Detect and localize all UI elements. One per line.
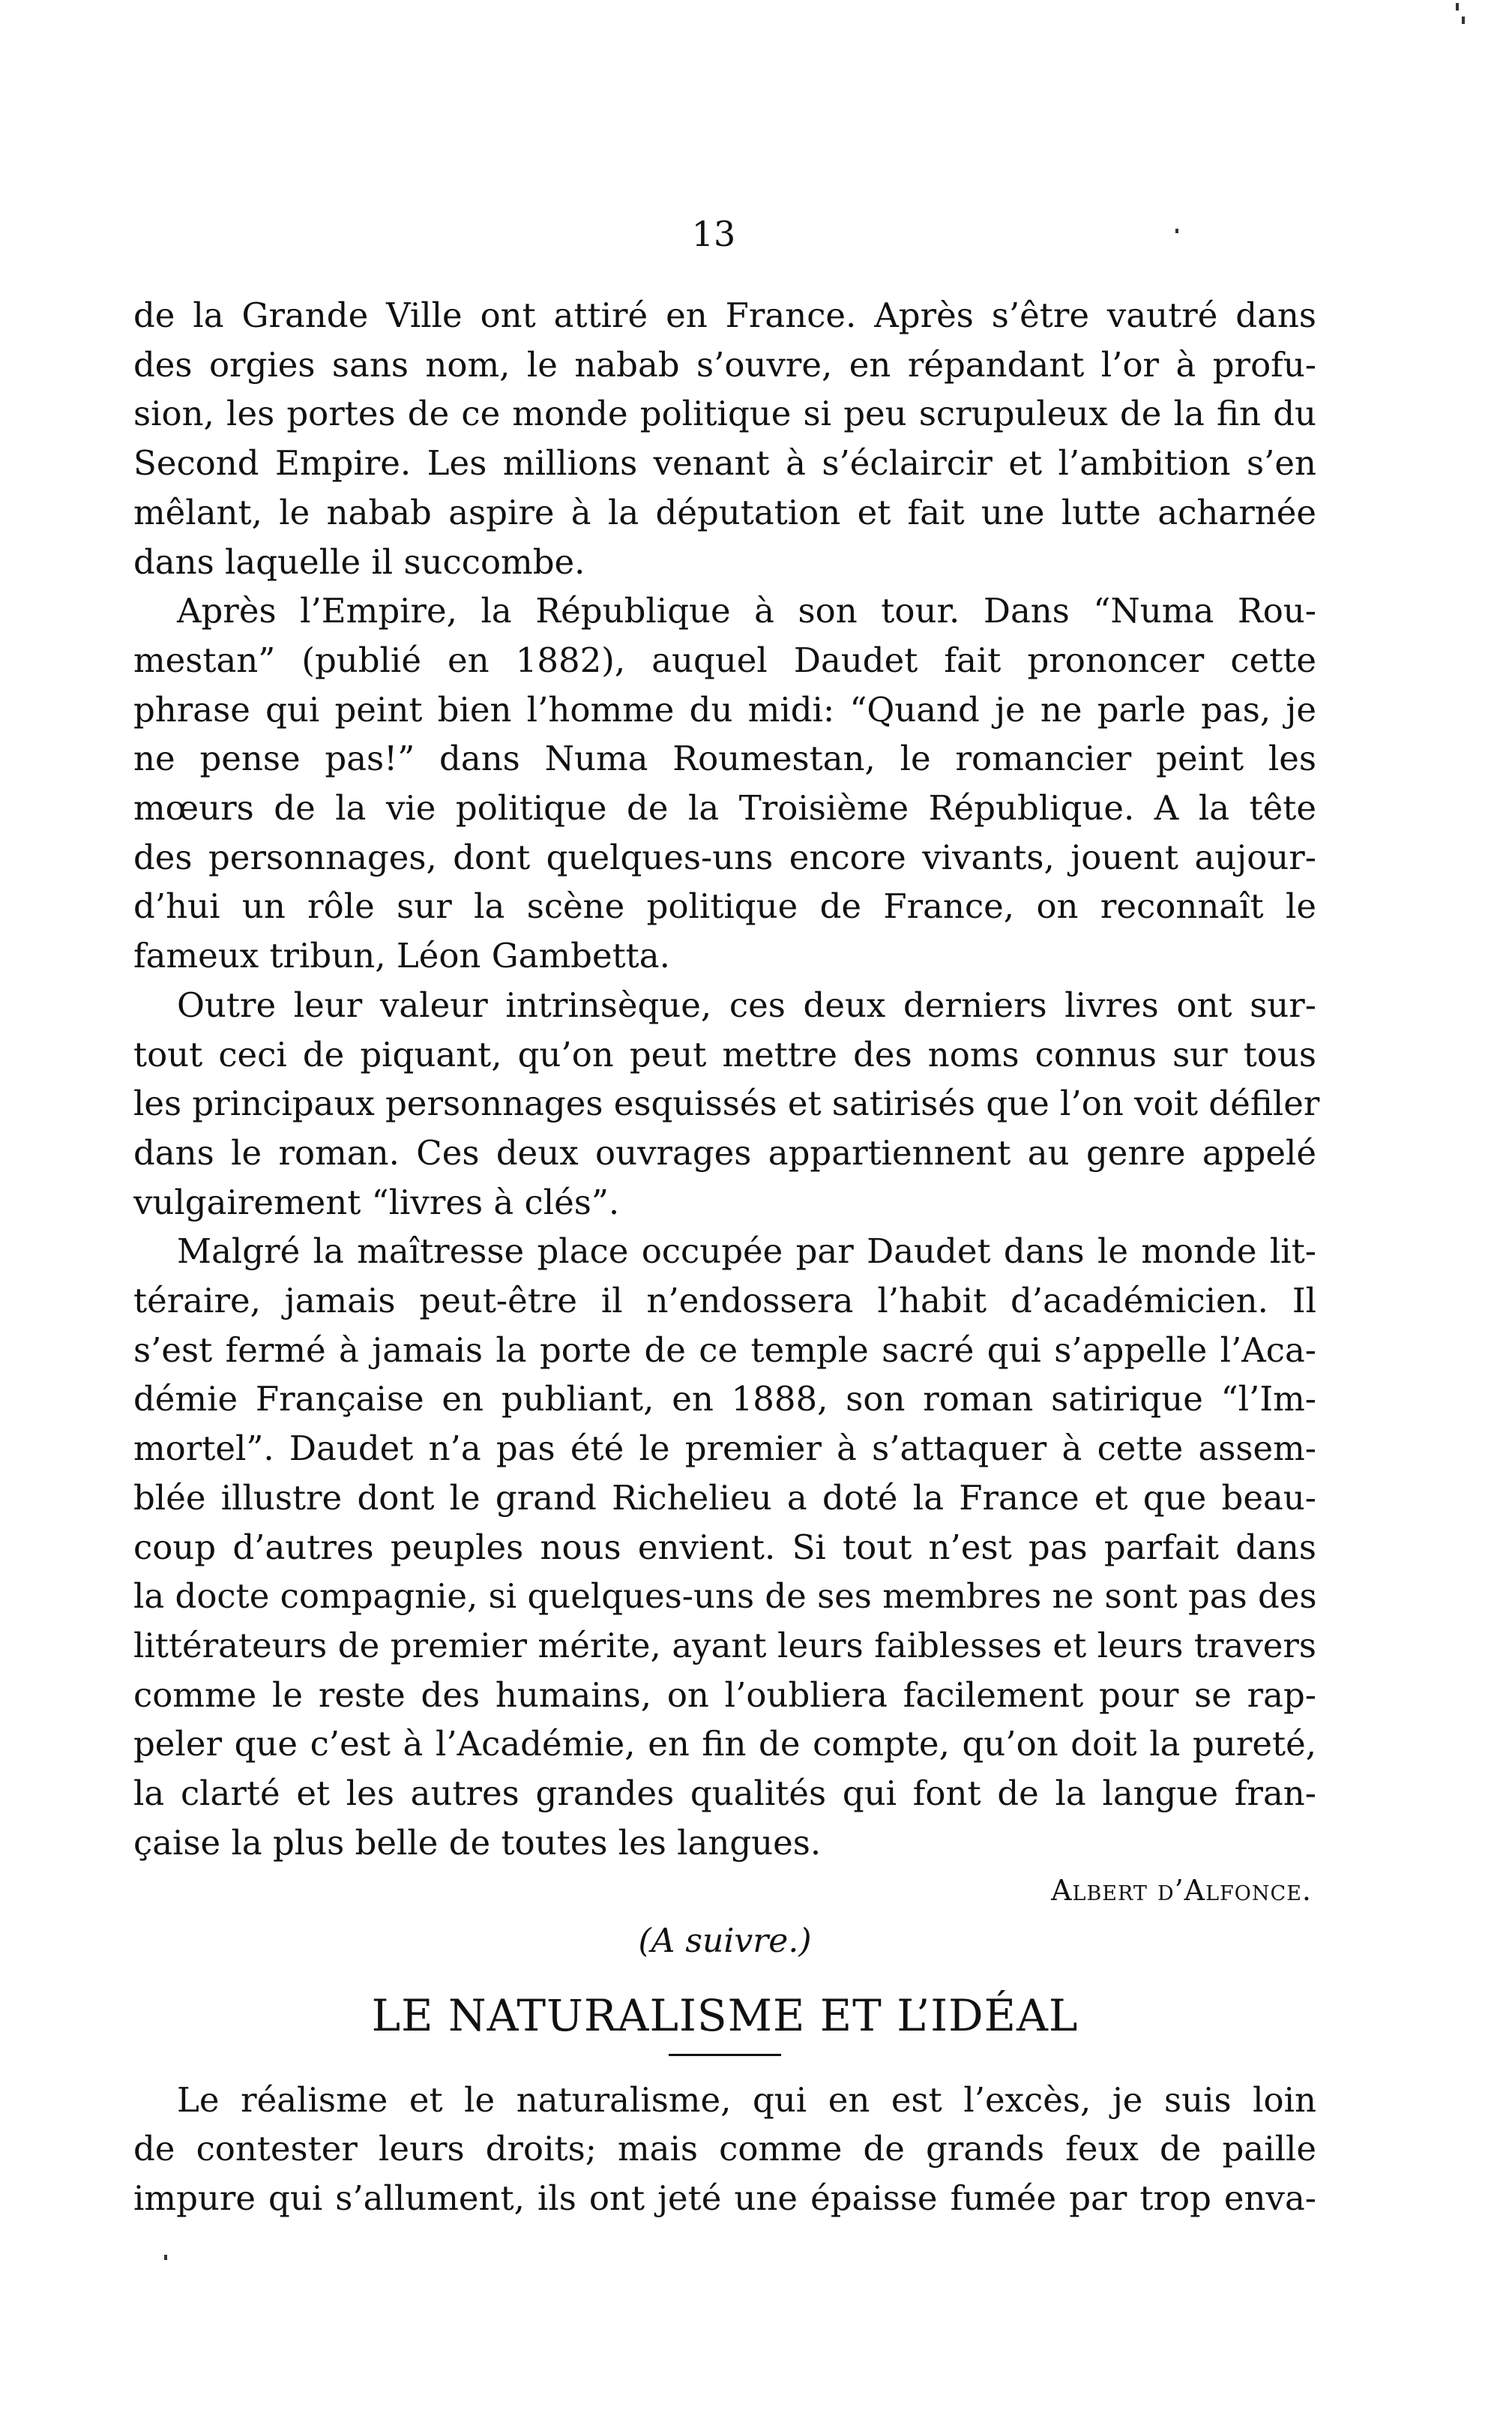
article-title: LE NATURALISME ET L’IDÉAL	[371, 1989, 1079, 2041]
text-line: Outre leur valeur intrinsèque, ces deux derniers livres ont sur-	[177, 985, 1316, 1025]
text-line: dans le roman. Ces deux ouvrages appartiennent au genre appelé	[133, 1132, 1316, 1173]
text-line: des orgies sans nom, le nabab s’ouvre, en répandant l’or à profu-	[133, 344, 1316, 385]
paragraph-numa-roumestan	[133, 586, 1316, 981]
text-line: fameux tribun, Léon Gambetta.	[133, 936, 670, 976]
text-line: de contester leurs droits; mais comme de grands feux de paille	[133, 2129, 1316, 2169]
text-line: comme le reste des humains, on l’oubliera facilement pour se rap-	[133, 1674, 1316, 1715]
author-signature: Albert d’Alfonce.	[1051, 1873, 1312, 1907]
text-line: çaise la plus belle de toutes les langues.	[133, 1822, 822, 1863]
text-line: impure qui s’allument, ils ont jeté une épaisse fumée par trop enva-	[133, 2178, 1316, 2218]
paragraph-naturalisme	[133, 2076, 1316, 2223]
text-line: s’est fermé à jamais la porte de ce temple sacré qui s’appelle l’Aca-	[133, 1329, 1316, 1370]
text-line: mestan” (publié en 1882), auquel Daudet fait prononcer cette	[133, 640, 1316, 680]
paragraph-nabab	[133, 291, 1316, 586]
text-line: vulgairement “livres à clés”.	[133, 1182, 620, 1222]
text-line: peler que c’est à l’Académie, en fin de compte, qu’on doit la pureté,	[133, 1724, 1316, 1764]
text-line: littérateurs de premier mérite, ayant leurs faiblesses et leurs travers	[133, 1625, 1316, 1665]
text-line: ne pense pas!” dans Numa Roumestan, le romancier peint les	[133, 739, 1316, 779]
text-line: d’hui un rôle sur la scène politique de France, on reconnaît le	[133, 886, 1316, 927]
text-line: la clarté et les autres grandes qualités qui font de la langue fran-	[133, 1773, 1316, 1814]
text-line: dans laquelle il succombe.	[133, 541, 585, 582]
scan-speck	[164, 2255, 167, 2260]
scan-speck	[1175, 229, 1178, 233]
page-number: 13	[691, 214, 736, 254]
paragraph-livres-a-cles	[133, 981, 1320, 1227]
text-line: Malgré la maîtresse place occupée par Daudet dans le monde lit-	[177, 1231, 1316, 1272]
text-line: de la Grande Ville ont attiré en France. Après s’être vautré dans	[133, 295, 1316, 335]
text-line: des personnages, dont quelques-uns encore vivants, jouent aujour-	[133, 837, 1316, 877]
text-line: Le réalisme et le naturalisme, qui en est l’excès, je suis loin	[177, 2079, 1316, 2120]
text-line: démie Française en publiant, en 1888, son roman satirique “l’Im-	[133, 1379, 1316, 1419]
text-line: mortel”. Daudet n’a pas été le premier à s’attaquer à cette assem-	[133, 1428, 1316, 1469]
text-line: mœurs de la vie politique de la Troisième République. A la tête	[133, 788, 1316, 829]
text-line: phrase qui peint bien l’homme du midi: “Quand je ne parle pas, je	[133, 689, 1316, 730]
to-be-continued: (A suivre.)	[638, 1921, 812, 1960]
text-line: Second Empire. Les millions venant à s’éclaircir et l’ambition s’en	[133, 443, 1316, 484]
text-line: mêlant, le nabab aspire à la députation et fait une lutte acharnée	[133, 492, 1316, 532]
text-line: Après l’Empire, la République à son tour. Dans “Numa Rou-	[177, 591, 1316, 631]
text-line: tout ceci de piquant, qu’on peut mettre des noms connus sur tous	[133, 1034, 1316, 1075]
text-line: sion, les portes de ce monde politique si peu scrupuleux de la fin du	[133, 394, 1316, 434]
title-divider	[669, 2054, 781, 2056]
text-line: blée illustre dont le grand Richelieu a doté la France et que beau-	[133, 1477, 1316, 1518]
paragraph-academie	[133, 1227, 1316, 1867]
text-line: téraire, jamais peut-être il n’endossera l’habit d’académicien. Il	[133, 1281, 1316, 1321]
text-line: coup d’autres peuples nous envient. Si tout n’est pas parfait dans	[133, 1527, 1316, 1567]
scan-speck	[1462, 16, 1465, 24]
text-line: les principaux personnages esquissés et satirisés que l’on voit défiler	[133, 1084, 1320, 1124]
text-column	[133, 291, 1320, 2223]
scan-speck	[1456, 3, 1459, 10]
text-line: la docte compagnie, si quelques-uns de ses membres ne sont pas des	[133, 1576, 1317, 1617]
